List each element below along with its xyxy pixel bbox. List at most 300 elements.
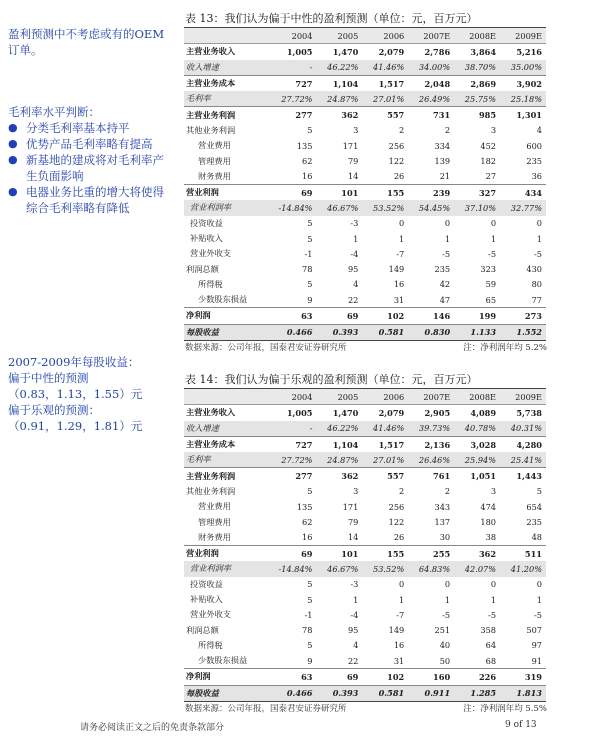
- table-cell: 139: [434, 156, 451, 167]
- table-cell: 2,079: [362, 44, 408, 60]
- table-cell: 2: [399, 486, 405, 497]
- table-row: [184, 622, 546, 637]
- table-cell: 0: [490, 218, 497, 229]
- table-row: [184, 277, 546, 292]
- table-row: [184, 184, 546, 200]
- table-row: [184, 231, 546, 246]
- table-row: [184, 638, 546, 653]
- table-cell: 654: [526, 501, 542, 512]
- table-row: [184, 138, 546, 153]
- table-cell: 5: [307, 579, 313, 590]
- row-label: 利润总额: [186, 263, 219, 274]
- table-row: [184, 561, 546, 576]
- table-cell: 1: [490, 594, 497, 605]
- table-cell: 5: [307, 279, 313, 290]
- row-label: 收入增速: [184, 60, 269, 76]
- sidebar-eps: [8, 354, 168, 434]
- table-14: [184, 388, 546, 702]
- row-label: 补贴收入: [190, 233, 223, 243]
- table-cell: 2,048: [408, 75, 454, 91]
- table-cell: 3: [490, 125, 497, 136]
- table-cell: 22: [347, 655, 359, 666]
- table-cell: 38: [485, 532, 497, 543]
- table-cell: 63: [269, 669, 316, 685]
- table-cell: 5: [307, 594, 313, 605]
- table-13: [184, 27, 546, 341]
- table-cell: 2,136: [408, 436, 454, 452]
- table-cell: 27.01%: [362, 91, 408, 107]
- row-label: 营业外收支: [190, 609, 231, 620]
- table-cell: 2,786: [408, 44, 454, 60]
- table-cell: 434: [500, 184, 546, 200]
- table-cell: 69: [269, 184, 316, 200]
- table-cell: -: [269, 421, 316, 437]
- row-label: 主营业务收入: [184, 405, 269, 421]
- bullet-icon: ●: [8, 121, 18, 134]
- row-label: 管理费用: [198, 155, 231, 166]
- table-cell: 79: [347, 156, 359, 167]
- table-cell: 5,216: [500, 44, 546, 60]
- row-label: 主营业务利润: [184, 468, 269, 484]
- table-row: [184, 246, 546, 261]
- table-cell: -: [269, 60, 316, 76]
- table-row: [184, 169, 546, 185]
- table-cell: -3: [350, 218, 359, 229]
- table-row: [184, 44, 546, 60]
- table-cell: 235: [526, 517, 542, 528]
- year-header: 2006: [362, 28, 408, 44]
- table-cell: 38.70%: [454, 60, 500, 76]
- table-row: [184, 530, 546, 546]
- table-cell: 95: [347, 625, 359, 636]
- table-cell: 135: [296, 140, 313, 151]
- table-cell: -7: [396, 609, 405, 620]
- table-cell: -1: [304, 248, 313, 259]
- row-label: 营业费用: [198, 140, 231, 151]
- table-row: [184, 75, 546, 91]
- table-cell: 557: [362, 107, 408, 123]
- table-cell: 41.46%: [362, 421, 408, 437]
- table-cell: 1,104: [316, 75, 362, 91]
- table-row: [184, 592, 546, 607]
- table-cell: 430: [526, 264, 542, 275]
- year-header: 2005: [316, 28, 362, 44]
- table-cell: 1.552: [500, 324, 546, 340]
- table-cell: 64: [485, 640, 497, 651]
- table-cell: 1.285: [454, 685, 500, 701]
- table-cell: 1,301: [500, 107, 546, 123]
- table-cell: 0.830: [408, 324, 454, 340]
- eps-optimistic-values: （0.91，1.29，1.81）元: [8, 419, 143, 433]
- row-label: 所得税: [198, 278, 223, 289]
- table-cell: 0.466: [269, 685, 316, 701]
- table-row: [184, 308, 546, 324]
- table-cell: 14: [347, 171, 359, 182]
- table-cell: 4: [536, 125, 542, 136]
- year-header: 2006: [362, 389, 408, 405]
- table-cell: 46.67%: [316, 561, 362, 576]
- table-row: [184, 91, 546, 107]
- row-label: 营业利润率: [184, 200, 269, 215]
- table-cell: 39.73%: [408, 421, 454, 437]
- table-cell: 5: [307, 125, 313, 136]
- table-cell: 1,051: [454, 468, 500, 484]
- table-cell: -5: [534, 609, 542, 620]
- table-cell: 26.49%: [408, 91, 454, 107]
- row-label: 收入增速: [184, 421, 269, 437]
- table-row: [184, 669, 546, 685]
- table-cell: 0: [444, 579, 451, 590]
- row-label: 管理费用: [198, 516, 231, 527]
- table-cell: 226: [454, 669, 500, 685]
- table-row: [184, 60, 546, 76]
- table-cell: 14: [347, 532, 359, 543]
- table-row: [184, 261, 546, 276]
- row-label: 毛利率: [184, 452, 269, 468]
- table-row: [184, 324, 546, 340]
- table-cell: 146: [408, 308, 454, 324]
- year-header: 2009E: [500, 389, 546, 405]
- table-cell: -4: [350, 248, 359, 259]
- table-cell: 53.52%: [362, 561, 408, 576]
- table-cell: 16: [393, 640, 405, 651]
- table-cell: -3: [350, 579, 359, 590]
- table-cell: 1,470: [316, 44, 362, 60]
- table-cell: -5: [534, 248, 542, 259]
- table-row: [184, 607, 546, 622]
- bullet-item: ● 分类毛利率基本持平: [8, 121, 130, 135]
- table-cell: 5: [536, 486, 542, 497]
- table-cell: 42.07%: [454, 561, 500, 576]
- table-cell: 21: [439, 171, 451, 182]
- header-label-cell: [184, 389, 269, 405]
- table-cell: 122: [388, 517, 405, 528]
- table-cell: 0: [490, 579, 497, 590]
- table-cell: 30: [439, 532, 451, 543]
- table-cell: 27.01%: [362, 452, 408, 468]
- table-cell: 277: [269, 468, 316, 484]
- table-row: [184, 577, 546, 592]
- source-text: 数据来源：公司年报，国泰君安证券研究所: [185, 704, 347, 714]
- table-cell: 2,869: [454, 75, 500, 91]
- table-cell: 199: [454, 308, 500, 324]
- year-header: 2007E: [408, 28, 454, 44]
- table-cell: 761: [408, 468, 454, 484]
- table-cell: 25.94%: [454, 452, 500, 468]
- table-cell: -14.84%: [269, 200, 316, 215]
- table-cell: 256: [388, 501, 405, 512]
- table-row: [184, 123, 546, 138]
- row-label: 主营业务成本: [184, 436, 269, 452]
- table-cell: 9: [307, 294, 313, 305]
- table-cell: 3: [353, 486, 359, 497]
- table-cell: 53.52%: [362, 200, 408, 215]
- table-cell: 27.72%: [269, 91, 316, 107]
- table-cell: 362: [316, 468, 362, 484]
- gross-margin-title: 毛利率水平判断：: [8, 105, 100, 119]
- table-cell: 1: [444, 233, 451, 244]
- header-label-cell: [184, 28, 269, 44]
- table-cell: 251: [434, 625, 451, 636]
- table-cell: 182: [480, 156, 497, 167]
- bullet-item: ● 电器业务比重的增大将使得综合毛利率略有降低: [8, 185, 164, 215]
- row-label: 营业利润率: [184, 561, 269, 576]
- table-cell: 1,517: [362, 436, 408, 452]
- table-cell: 40.78%: [454, 421, 500, 437]
- table-cell: 47: [439, 294, 451, 305]
- table-cell: 507: [526, 625, 542, 636]
- table-cell: 137: [434, 517, 451, 528]
- table-cell: 327: [454, 184, 500, 200]
- table-cell: 5,738: [500, 405, 546, 421]
- table-cell: 54.45%: [408, 200, 454, 215]
- row-label: 营业利润: [184, 184, 269, 200]
- row-label: 营业费用: [198, 501, 231, 512]
- bullet-icon: ●: [8, 153, 18, 166]
- table-cell: 149: [388, 625, 405, 636]
- table-cell: 0.581: [362, 324, 408, 340]
- table-cell: 155: [362, 184, 408, 200]
- table-cell: 27: [485, 171, 497, 182]
- table-cell: 80: [531, 279, 542, 290]
- table-14-title: 表 14：我们认为偏于乐观的盈利预测（单位：元，百万元）: [185, 373, 478, 386]
- table-cell: 0: [444, 218, 451, 229]
- table-cell: 0.911: [408, 685, 454, 701]
- table-cell: 9: [307, 655, 313, 666]
- footer-disclaimer: 请务必阅读正文之后的免责条款部分: [80, 723, 225, 733]
- table-cell: 1: [399, 233, 405, 244]
- table-cell: 26: [393, 171, 405, 182]
- row-label: 所得税: [198, 639, 223, 650]
- bullet-icon: ●: [8, 185, 18, 198]
- row-label: 少数股东损益: [198, 294, 248, 305]
- year-header: 2004: [269, 28, 316, 44]
- table-cell: 48: [531, 532, 542, 543]
- sidebar-note-oem: [8, 26, 168, 58]
- row-label: 毛利率: [184, 91, 269, 107]
- table-cell: 180: [480, 517, 497, 528]
- row-label: 净利润: [184, 308, 269, 324]
- table-cell: 64.83%: [408, 561, 454, 576]
- table-cell: 4,089: [454, 405, 500, 421]
- year-header: 2008E: [454, 389, 500, 405]
- row-label: 主营业务利润: [184, 107, 269, 123]
- table-cell: 27.72%: [269, 452, 316, 468]
- table-cell: 69: [269, 545, 316, 561]
- table-cell: 77: [531, 294, 542, 305]
- table-cell: 1: [353, 233, 359, 244]
- table-cell: 2: [399, 125, 405, 136]
- row-label: 补贴收入: [190, 594, 223, 604]
- table-cell: 0: [536, 579, 542, 590]
- table-cell: 155: [362, 545, 408, 561]
- table-cell: 46.22%: [316, 60, 362, 76]
- table-cell: 91: [531, 655, 542, 666]
- table-cell: 3: [490, 486, 497, 497]
- table-cell: 101: [316, 184, 362, 200]
- bullet-item: ● 新基地的建成将对毛利率产生负面影响: [8, 153, 164, 183]
- table-cell: 0.393: [316, 324, 362, 340]
- bullet-icon: ●: [8, 137, 18, 150]
- table-cell: -1: [304, 609, 313, 620]
- table-cell: -5: [488, 609, 497, 620]
- table-cell: 1,470: [316, 405, 362, 421]
- table-cell: 0.393: [316, 685, 362, 701]
- table-cell: 5: [307, 486, 313, 497]
- table-cell: 4: [353, 640, 359, 651]
- source-text: 数据来源：公司年报，国泰君安证券研究所: [185, 343, 347, 353]
- table-cell: 68: [485, 655, 497, 666]
- table-cell: 97: [531, 640, 542, 651]
- table-cell: 79: [347, 517, 359, 528]
- row-label: 投资收益: [190, 578, 223, 589]
- year-header: 2008E: [454, 28, 500, 44]
- table-cell: 40: [439, 640, 451, 651]
- table-cell: 511: [500, 545, 546, 561]
- table-cell: 255: [408, 545, 454, 561]
- table-cell: 319: [500, 669, 546, 685]
- table-cell: 3,028: [454, 436, 500, 452]
- table-cell: 323: [480, 264, 497, 275]
- bullet-item: ● 优势产品毛利率略有提高: [8, 137, 153, 151]
- note-text: 注：净利润年均 5.5%: [463, 704, 547, 714]
- table-cell: 5: [307, 218, 313, 229]
- table-cell: 362: [316, 107, 362, 123]
- table-cell: 32.77%: [500, 200, 546, 215]
- table-cell: 1,517: [362, 75, 408, 91]
- table-cell: 31: [393, 655, 405, 666]
- table-cell: 40.31%: [500, 421, 546, 437]
- row-label: 每股收益: [184, 324, 269, 340]
- table-cell: 4: [353, 279, 359, 290]
- year-header: 2007E: [408, 389, 454, 405]
- table-cell: -5: [488, 248, 497, 259]
- table-cell: 24.87%: [316, 452, 362, 468]
- table-cell: -14.84%: [269, 561, 316, 576]
- table-cell: 235: [434, 264, 451, 275]
- table-cell: 5: [307, 233, 313, 244]
- table-cell: 2: [444, 486, 451, 497]
- row-label: 少数股东损益: [198, 655, 248, 666]
- table-cell: 102: [362, 669, 408, 685]
- eps-neutral-label: 偏于中性的预测: [8, 371, 89, 385]
- table-cell: 42: [439, 279, 451, 290]
- table-cell: 25.41%: [500, 452, 546, 468]
- table-cell: 95: [347, 264, 359, 275]
- table-cell: 16: [302, 171, 313, 182]
- table-cell: 1: [444, 594, 451, 605]
- page-number: 9 of 13: [505, 720, 537, 730]
- table-row: [184, 421, 546, 437]
- table-cell: 0.466: [269, 324, 316, 340]
- table-cell: 69: [316, 669, 362, 685]
- table-cell: 1: [353, 594, 359, 605]
- table-cell: 1: [399, 594, 405, 605]
- table-cell: 50: [439, 655, 451, 666]
- table-cell: 2,905: [408, 405, 454, 421]
- table-cell: 1,005: [269, 405, 316, 421]
- table-row: [184, 292, 546, 308]
- table-cell: 3: [353, 125, 359, 136]
- table-cell: 1,104: [316, 436, 362, 452]
- table-cell: -5: [442, 609, 451, 620]
- table-row: [184, 514, 546, 529]
- table-cell: 1: [536, 233, 542, 244]
- year-header: 2004: [269, 389, 316, 405]
- row-label: 净利润: [184, 669, 269, 685]
- table-cell: 101: [316, 545, 362, 561]
- row-label: 投资收益: [190, 217, 223, 228]
- eps-optimistic-label: 偏于乐观的预测：: [8, 403, 100, 417]
- table-cell: 41.20%: [500, 561, 546, 576]
- table-cell: 69: [316, 308, 362, 324]
- table-cell: 358: [480, 625, 497, 636]
- table-cell: 26.46%: [408, 452, 454, 468]
- table-cell: 102: [362, 308, 408, 324]
- table-row: [184, 107, 546, 123]
- row-label: 其他业务利润: [186, 124, 236, 135]
- year-header: 2009E: [500, 28, 546, 44]
- table-row: [184, 405, 546, 421]
- row-label: 利润总额: [186, 624, 219, 635]
- table-header-row: [184, 28, 546, 44]
- row-label: 其他业务利润: [186, 485, 236, 496]
- table-cell: 160: [408, 669, 454, 685]
- table-cell: 59: [485, 279, 497, 290]
- table-cell: 2,079: [362, 405, 408, 421]
- table-cell: 727: [269, 75, 316, 91]
- table-cell: 985: [454, 107, 500, 123]
- table-cell: 362: [454, 545, 500, 561]
- table-cell: 334: [434, 140, 451, 151]
- table-cell: 34.00%: [408, 60, 454, 76]
- table-cell: 1.813: [500, 685, 546, 701]
- table-row: [184, 200, 546, 215]
- note-text: 注：净利润年均 5.2%: [463, 343, 547, 353]
- table-cell: 273: [500, 308, 546, 324]
- table-cell: 557: [362, 468, 408, 484]
- table-row: [184, 484, 546, 499]
- table-cell: 22: [347, 294, 359, 305]
- table-cell: -4: [350, 609, 359, 620]
- table-cell: 235: [526, 156, 542, 167]
- table-cell: 3,864: [454, 44, 500, 60]
- eps-neutral-values: （0.83，1.13，1.55）元: [8, 387, 143, 401]
- table-cell: 135: [296, 501, 313, 512]
- table-cell: 3,902: [500, 75, 546, 91]
- table-cell: 35.00%: [500, 60, 546, 76]
- table-cell: 65: [485, 294, 497, 305]
- table-cell: 0: [536, 218, 542, 229]
- table-cell: 343: [434, 501, 451, 512]
- table-cell: 239: [408, 184, 454, 200]
- table-cell: 16: [302, 532, 313, 543]
- oem-note: 盈利预测中不考虑或有的OEM订单。: [8, 27, 165, 57]
- table-cell: 2: [444, 125, 451, 136]
- table-cell: 31: [393, 294, 405, 305]
- table-cell: 63: [269, 308, 316, 324]
- year-header: 2005: [316, 389, 362, 405]
- table-row: [184, 499, 546, 514]
- table-cell: 24.87%: [316, 91, 362, 107]
- table-cell: 16: [393, 279, 405, 290]
- row-label: 主营业务成本: [184, 75, 269, 91]
- table-row: [184, 436, 546, 452]
- row-label: 营业外收支: [190, 248, 231, 259]
- row-label: 每股收益: [184, 685, 269, 701]
- table-cell: 5: [307, 640, 313, 651]
- table-row: [184, 216, 546, 231]
